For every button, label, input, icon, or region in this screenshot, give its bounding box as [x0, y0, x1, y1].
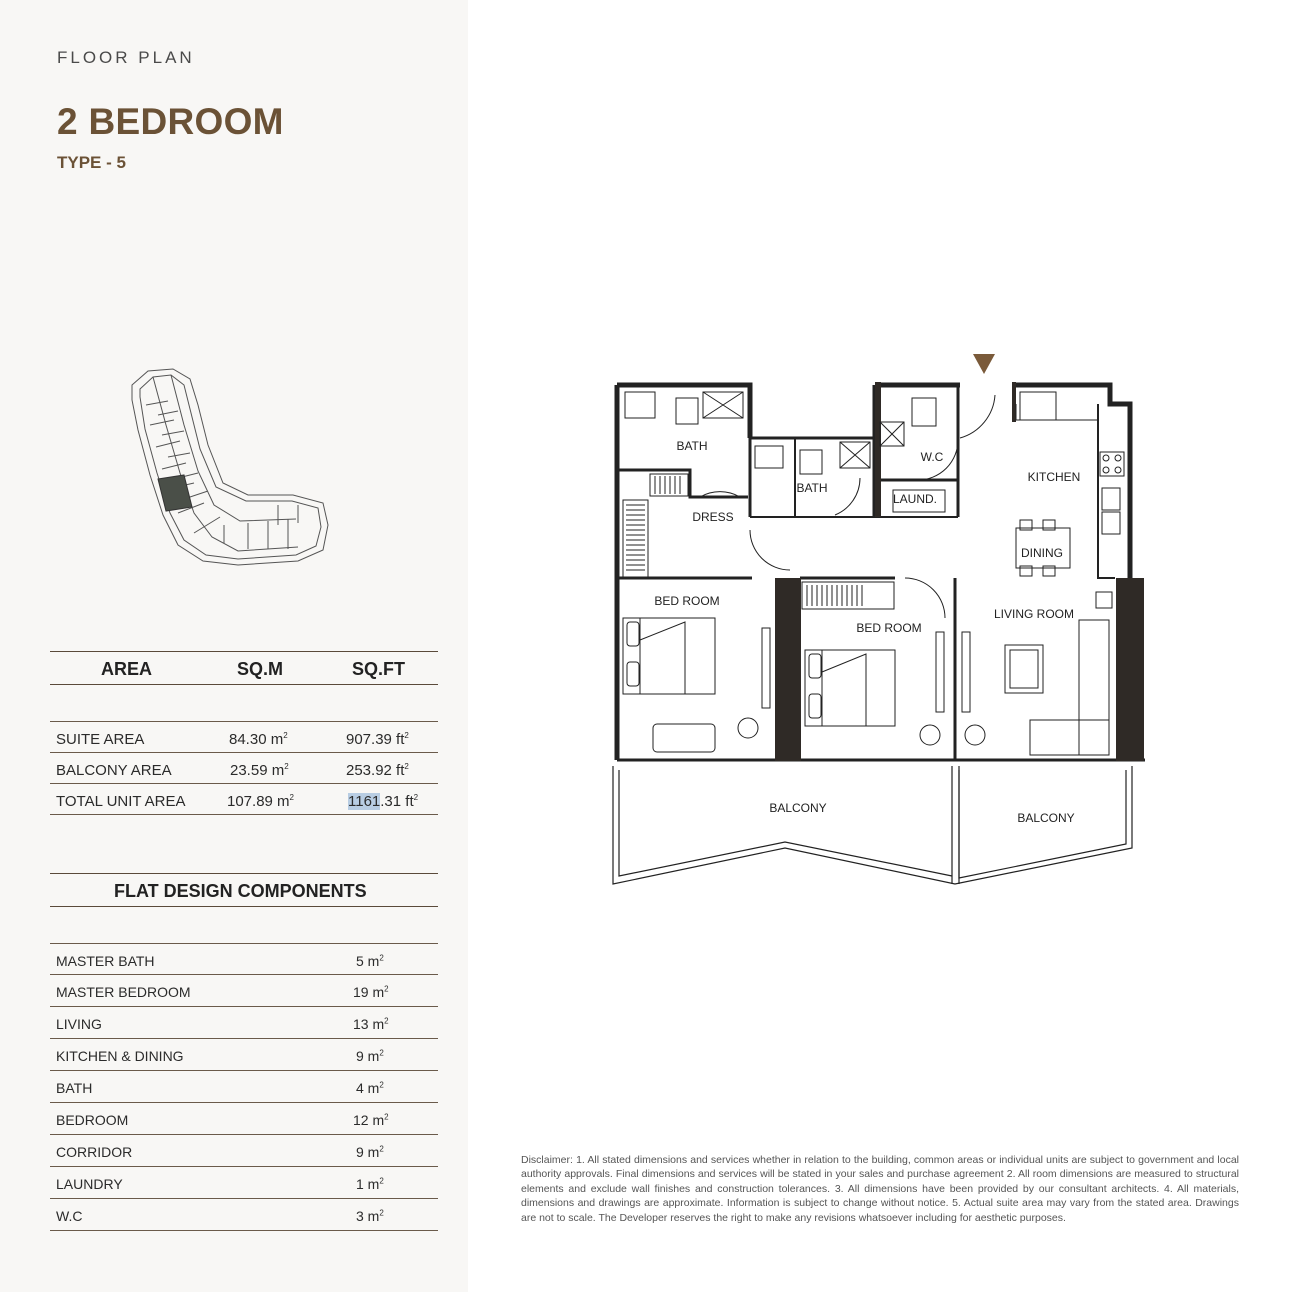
area-table [50, 651, 438, 815]
col-sqft: SQ.FT [352, 659, 405, 679]
row-label: LIVING [56, 1016, 102, 1032]
components-table [50, 873, 438, 1231]
col-area: AREA [101, 659, 153, 679]
key-plan [128, 365, 333, 570]
row-value: 9 $m^2$ [356, 1144, 384, 1160]
row-value: 4 $m^2$ [356, 1080, 384, 1096]
row-label: CORRIDOR [56, 1144, 133, 1160]
table-row [50, 1103, 438, 1135]
table-divider [50, 685, 438, 722]
table-row [50, 1039, 438, 1071]
label-balcony-2: BALCONY [1017, 811, 1075, 825]
label-wc: W.C [920, 450, 944, 464]
left-panel [0, 0, 468, 1292]
area-table-header [50, 651, 438, 685]
entry-arrow-icon [973, 354, 995, 374]
row-value: 1 $m^2$ [356, 1176, 384, 1192]
table-row [50, 975, 438, 1007]
row-sqm: 107.89 $m^2$ [227, 793, 294, 810]
label-bedroom-1: BED ROOM [654, 594, 720, 608]
table-row [50, 1167, 438, 1199]
row-value: 13 $m^2$ [353, 1016, 389, 1032]
row-sqm: 23.59 $m^2$ [230, 762, 289, 779]
row-label: TOTAL UNIT AREA [56, 793, 186, 810]
row-label: BALCONY AREA [56, 762, 172, 779]
row-label: BEDROOM [56, 1112, 129, 1128]
table-row [50, 784, 438, 815]
table-row [50, 944, 438, 975]
row-label: MASTER BEDROOM [56, 984, 191, 1000]
components-header [50, 873, 438, 907]
label-bath-2: BATH [796, 481, 828, 495]
unit-marker [158, 475, 192, 511]
row-value: 3 $m^2$ [356, 1208, 384, 1224]
row-label: BATH [56, 1080, 93, 1096]
row-sqm: 84.30 $m^2$ [229, 731, 288, 748]
table-divider [50, 907, 438, 944]
page-title: 2 BEDROOM [57, 101, 284, 142]
table-row [50, 753, 438, 784]
row-label: KITCHEN & DINING [56, 1048, 184, 1064]
row-label: W.C [56, 1208, 83, 1224]
row-sqft: 907.39 $ft^2$ [346, 731, 409, 748]
row-value: 9 $m^2$ [356, 1048, 384, 1064]
floor-plan [600, 345, 1160, 905]
row-label: MASTER BATH [56, 953, 155, 969]
label-bedroom-2: BED ROOM [856, 621, 922, 635]
label-dress: DRESS [692, 510, 734, 524]
selected-text: 1161 [348, 793, 381, 810]
row-label: SUITE AREA [56, 731, 145, 748]
label-kitchen: KITCHEN [1027, 470, 1081, 484]
row-sqft: 1161.31 $ft^2$ [348, 793, 419, 810]
label-bath-1: BATH [676, 439, 708, 453]
disclaimer: Disclaimer: 1. All stated dimensions and services whether in relation to the building, common areas or individual units are subject to government and local authority approvals. Final dimensions and services will be stated in your sales and purchase agreement 2. All room dimensions are measured to structural elements and exclude wall finishes and construction tolerances. 3. All dimensions have been provided by our consultant architects. 4. All materials, dimensions and drawings are approximate. Information is subject to change without notice. 5. Actual suite area may vary from the stated area. Drawings are not to scale. The Developer reserves the right to make any revisions whatsoever including for aesthetic purposes. [521, 1154, 1239, 1224]
page-subtitle: TYPE - 5 [57, 153, 126, 172]
col-sqm: SQ.M [237, 659, 284, 679]
components-title: FLAT DESIGN COMPONENTS [114, 881, 367, 901]
label-living: LIVING ROOM [993, 607, 1075, 621]
label-dining: DINING [1021, 546, 1063, 560]
row-value: 5 $m^2$ [356, 953, 384, 969]
table-row [50, 1007, 438, 1039]
table-row [50, 1135, 438, 1167]
table-row [50, 1199, 438, 1231]
row-value: 19 $m^2$ [353, 984, 389, 1000]
row-sqft: 253.92 $ft^2$ [346, 762, 409, 779]
label-balcony-1: BALCONY [769, 801, 827, 815]
eyebrow: FLOOR PLAN [57, 48, 195, 67]
label-laundry: LAUND. [892, 492, 938, 506]
row-label: LAUNDRY [56, 1176, 123, 1192]
table-row [50, 1071, 438, 1103]
row-value: 12 $m^2$ [353, 1112, 389, 1128]
table-row [50, 722, 438, 753]
